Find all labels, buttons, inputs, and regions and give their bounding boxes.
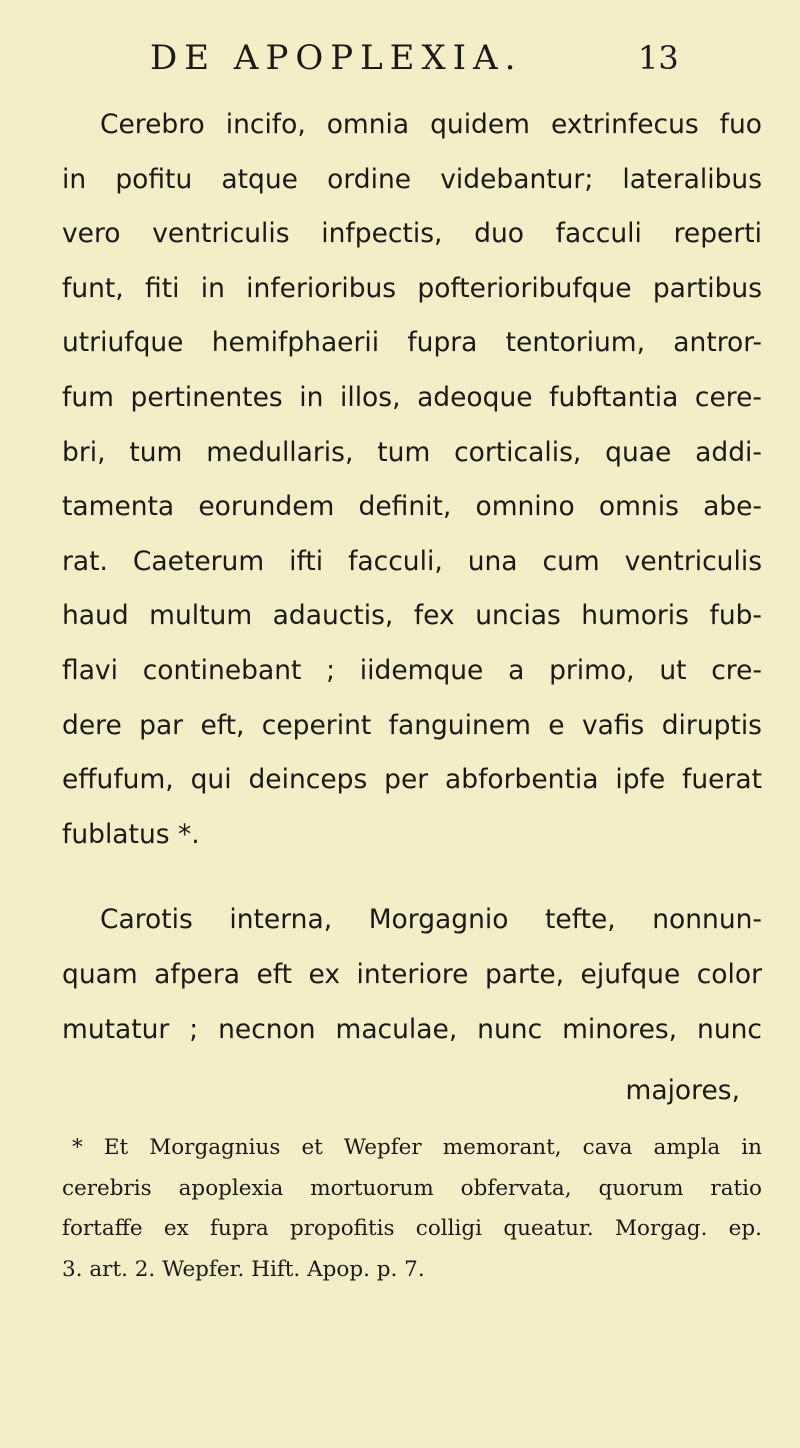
page-number: 13 bbox=[638, 39, 679, 77]
text-line: mutatur ; necnon maculae, nunc minores, nunc bbox=[62, 1013, 762, 1045]
text-line: haud multum adauctis, fex uncias humoris fub- bbox=[62, 600, 762, 632]
text-line: effufum, qui deinceps per abforbentia ipfe fuerat bbox=[62, 764, 762, 796]
footnote-line: cerebris apoplexia mortuorum obfervata, quorum ratio bbox=[62, 1175, 762, 1201]
text-line: in pofitu atque ordine videbantur; lateralibus bbox=[62, 163, 762, 195]
running-head bbox=[150, 30, 710, 86]
text-line: vero ventriculis infpectis, duo facculi reperti bbox=[62, 218, 762, 250]
text-line: utriufque hemifphaerii fupra tentorium, antror- bbox=[62, 327, 762, 359]
paragraph-gap bbox=[62, 862, 762, 893]
text-line: tamenta eorundem definit, omnino omnis abe- bbox=[62, 491, 762, 523]
text-line: rat. Caeterum ifti facculi, una cum ventriculis bbox=[62, 545, 762, 577]
paragraph-1 bbox=[62, 98, 762, 862]
text-line: bri, tum medullaris, tum corticalis, quae addi- bbox=[62, 436, 762, 468]
text-line: flavi continebant ; iidemque a primo, ut cre- bbox=[62, 654, 762, 686]
text-line: dere par eft, ceperint fanguinem e vafis diruptis bbox=[62, 709, 762, 741]
footnote bbox=[62, 1128, 762, 1290]
text-line: Cerebro incifo, omnia quidem extrinfecus fuo bbox=[100, 109, 762, 140]
text-line: Carotis interna, Morgagnio tefte, nonnun- bbox=[100, 904, 762, 936]
footnote-line: * Et Morgagnius et Wepfer memorant, cava ampla in bbox=[72, 1135, 762, 1160]
text-line: quam afpera eft ex interiore parte, ejufque color bbox=[62, 958, 762, 990]
text-line: funt, fiti in inferioribus pofterioribufque partibus bbox=[62, 272, 762, 304]
text-line: fublatus *. bbox=[62, 818, 200, 850]
running-head-title: DE APOPLEXIA. bbox=[150, 38, 523, 78]
paragraph-2 bbox=[62, 893, 762, 1057]
catchword: majores, bbox=[625, 1075, 740, 1106]
main-text bbox=[62, 98, 762, 1057]
footnote-line: 3. art. 2. Wepfer. Hift. Apop. p. 7. bbox=[62, 1256, 425, 1282]
footnote-line: fortaffe ex fupra propofitis colligi queatur. Morgag. ep. bbox=[62, 1216, 762, 1241]
text-line: fum pertinentes in illos, adeoque fubftantia cere- bbox=[62, 381, 762, 413]
